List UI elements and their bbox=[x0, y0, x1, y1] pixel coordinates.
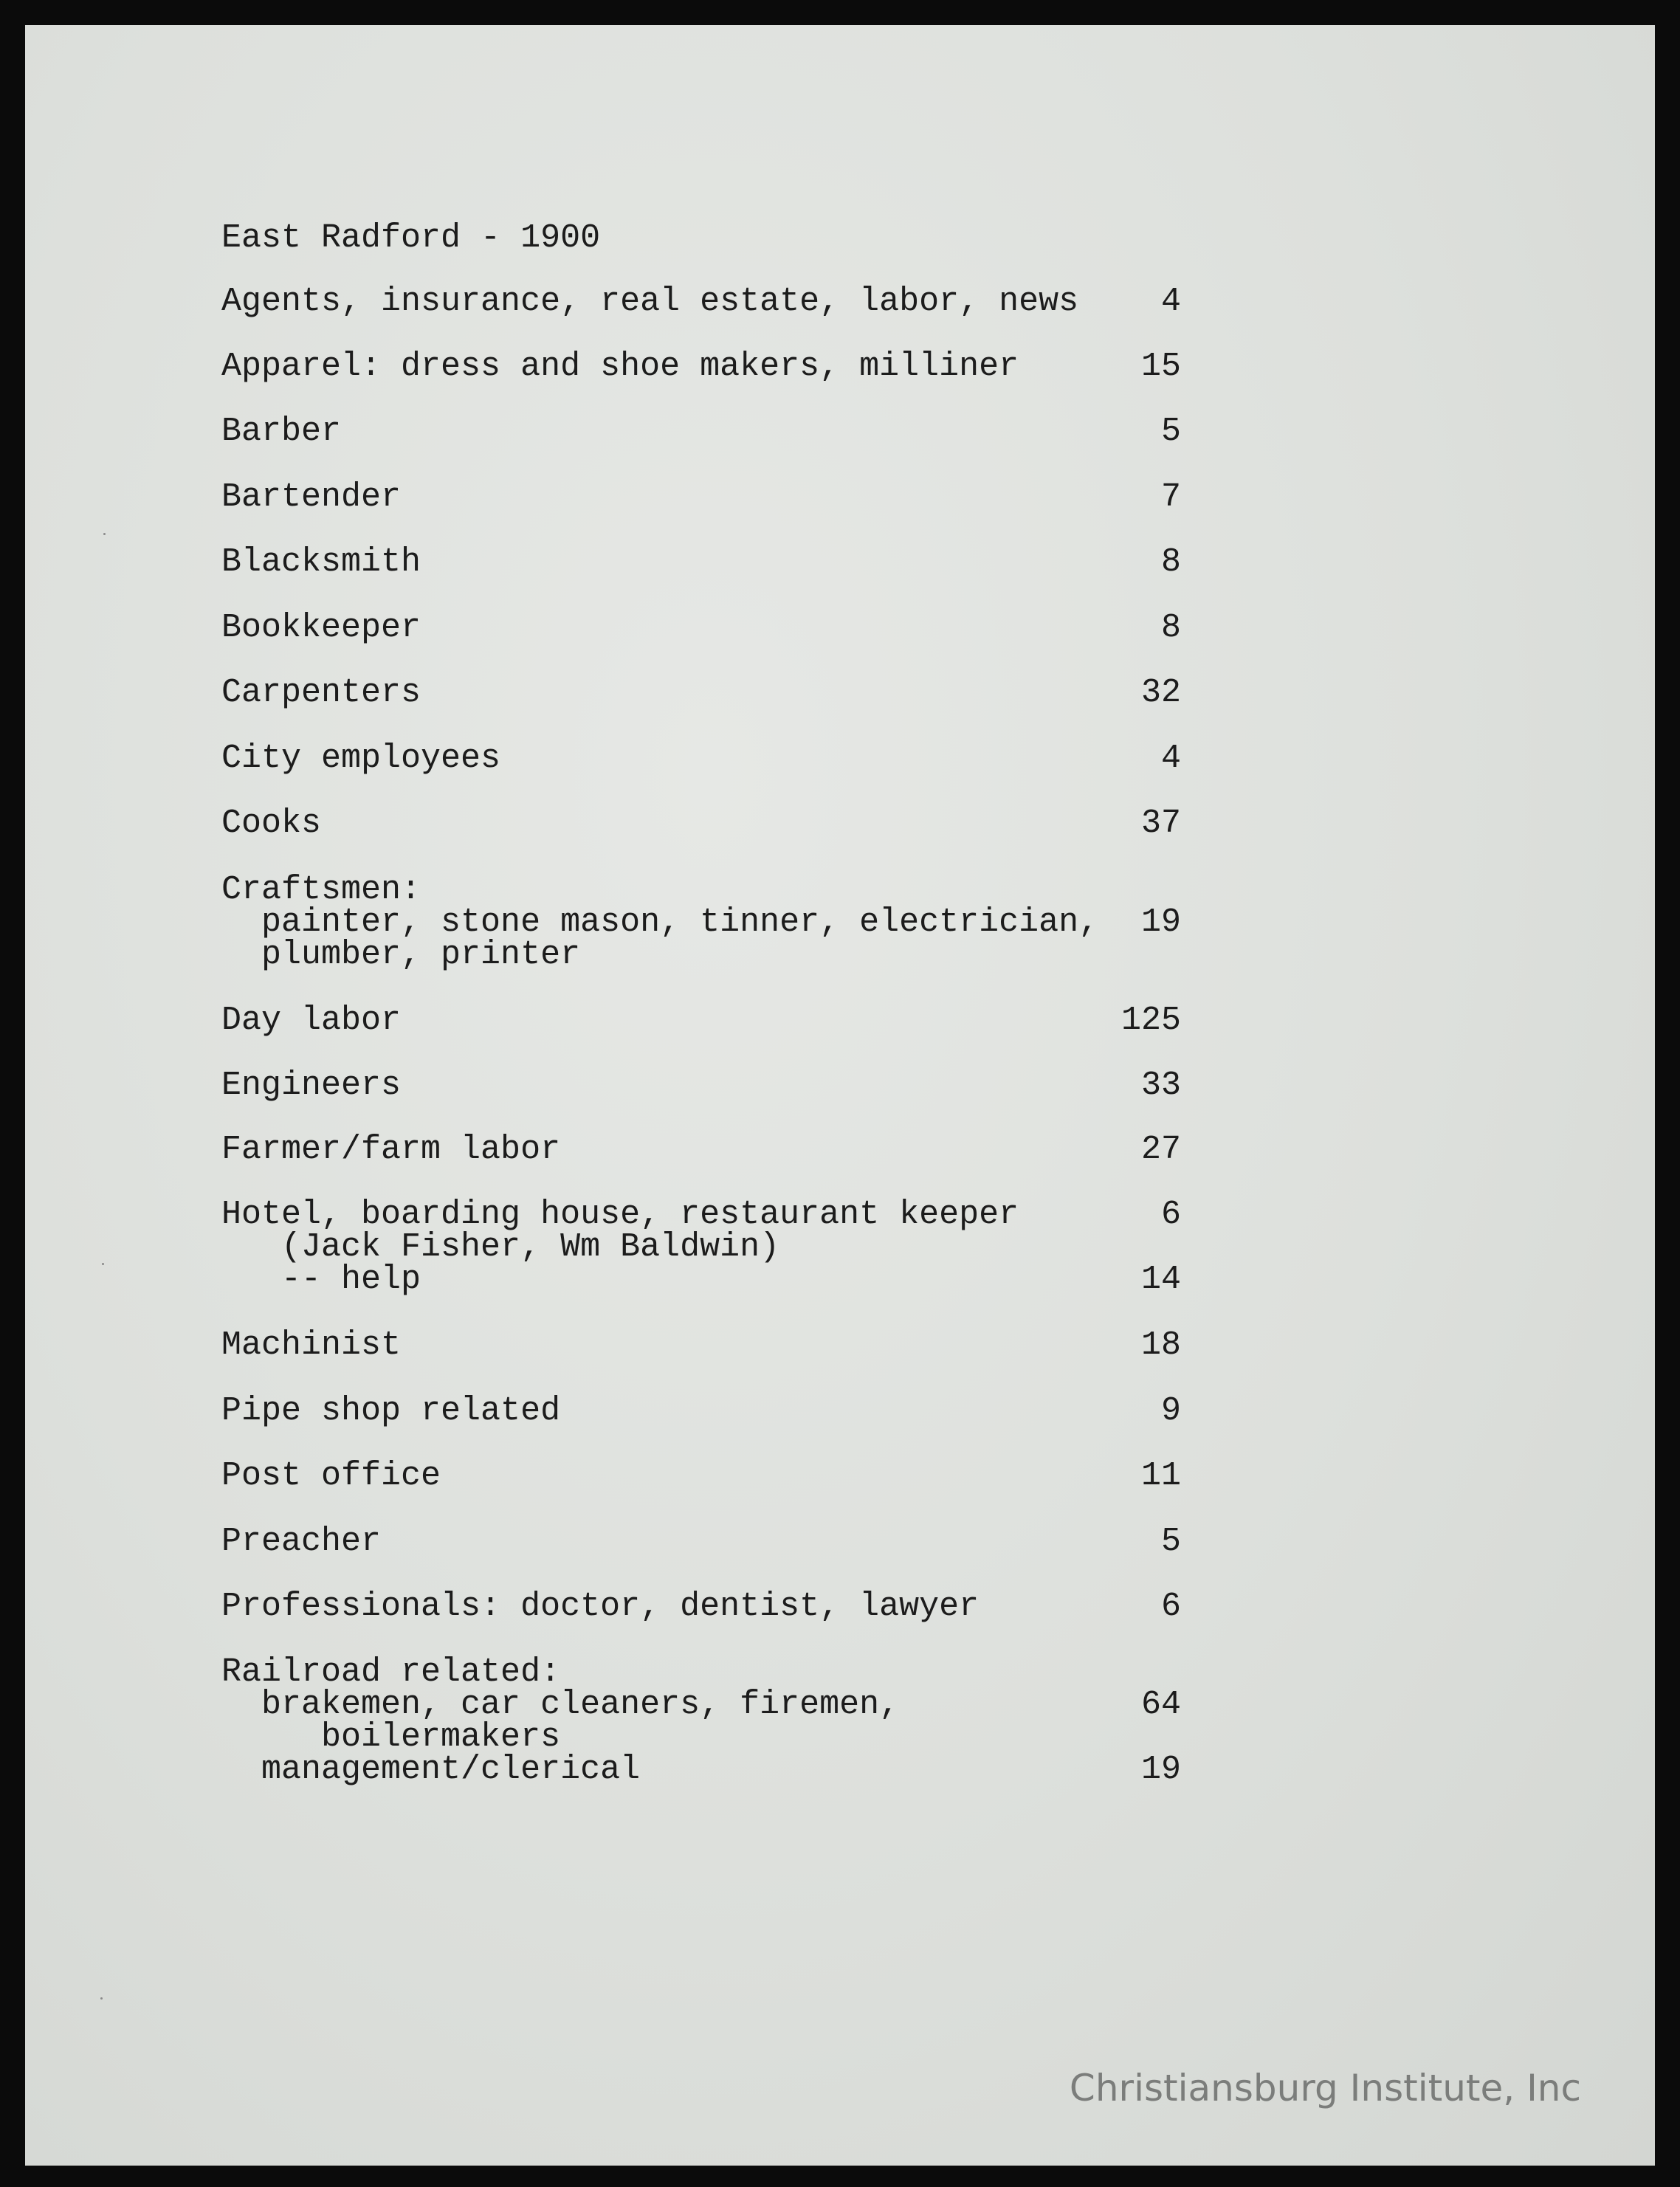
occupation-count: 5 bbox=[1160, 1523, 1181, 1560]
occupation-label: Railroad related: bbox=[221, 1653, 561, 1691]
occupation-count: 5 bbox=[1160, 413, 1181, 450]
occupation-count: 6 bbox=[1160, 1196, 1181, 1233]
list-item bbox=[221, 1002, 1181, 1039]
occupation-label: Craftsmen: bbox=[221, 871, 421, 909]
occupation-count: 19 bbox=[1140, 903, 1181, 941]
list-item bbox=[221, 674, 1181, 712]
occupation-count: 19 bbox=[1140, 1751, 1181, 1788]
occupation-count: 15 bbox=[1140, 348, 1181, 385]
list-item bbox=[221, 283, 1181, 320]
list-item bbox=[221, 413, 1181, 450]
list-item bbox=[221, 348, 1181, 385]
occupation-count: 8 bbox=[1160, 609, 1181, 647]
list-item bbox=[221, 1392, 1181, 1430]
occupation-label: Agents, insurance, real estate, labor, news bbox=[221, 283, 1079, 320]
list-item bbox=[221, 1523, 1181, 1560]
occupation-count: 6 bbox=[1160, 1588, 1181, 1625]
occupation-count: 14 bbox=[1140, 1261, 1181, 1298]
list-item bbox=[221, 1067, 1181, 1104]
occupation-count: 7 bbox=[1160, 478, 1181, 516]
occupation-count: 37 bbox=[1140, 805, 1181, 842]
occupation-count: 4 bbox=[1160, 283, 1181, 320]
list-item bbox=[221, 1718, 1181, 1756]
occupation-label: plumber, printer bbox=[221, 936, 581, 974]
list-item bbox=[221, 1196, 1181, 1233]
list-item bbox=[221, 609, 1181, 647]
occupation-label: Farmer/farm labor bbox=[221, 1131, 561, 1168]
occupation-count: 18 bbox=[1140, 1326, 1181, 1364]
occupation-label: management/clerical bbox=[221, 1751, 641, 1788]
list-item bbox=[221, 936, 1181, 974]
occupation-label: painter, stone mason, tinner, electrician, bbox=[221, 903, 1099, 941]
list-item bbox=[221, 1326, 1181, 1364]
occupation-count: 8 bbox=[1160, 543, 1181, 581]
occupation-label: Preacher bbox=[221, 1523, 382, 1560]
occupation-label: Hotel, boarding house, restaurant keeper bbox=[221, 1196, 1019, 1233]
occupation-label: Post office bbox=[221, 1457, 441, 1495]
paper-speck bbox=[102, 1263, 104, 1265]
list-item bbox=[221, 478, 1181, 516]
list-item bbox=[221, 740, 1181, 777]
occupation-label: Engineers bbox=[221, 1067, 402, 1104]
occupation-count: 11 bbox=[1140, 1457, 1181, 1495]
list-item bbox=[221, 1686, 1181, 1723]
paper-speck bbox=[103, 533, 106, 535]
list-item bbox=[221, 543, 1181, 581]
occupation-label: Apparel: dress and shoe makers, milliner bbox=[221, 348, 1019, 385]
list-item bbox=[221, 1457, 1181, 1495]
list-item bbox=[221, 1261, 1181, 1298]
document-title: East Radford - 1900 bbox=[221, 219, 601, 257]
occupation-label: Professionals: doctor, dentist, lawyer bbox=[221, 1588, 980, 1625]
occupation-label: City employees bbox=[221, 740, 501, 777]
occupation-count: 125 bbox=[1120, 1002, 1181, 1039]
list-item bbox=[221, 1131, 1181, 1168]
paper-page bbox=[25, 25, 1655, 2166]
list-item bbox=[221, 903, 1181, 941]
list-item bbox=[221, 1228, 1181, 1266]
occupation-label: Day labor bbox=[221, 1002, 402, 1039]
occupation-count: 27 bbox=[1140, 1131, 1181, 1168]
occupation-label: Bookkeeper bbox=[221, 609, 421, 647]
occupation-label: Cooks bbox=[221, 805, 322, 842]
list-item bbox=[221, 871, 1181, 909]
list-item bbox=[221, 1588, 1181, 1625]
occupation-count: 64 bbox=[1140, 1686, 1181, 1723]
occupation-label: (Jack Fisher, Wm Baldwin) bbox=[221, 1228, 780, 1266]
occupation-count: 32 bbox=[1140, 674, 1181, 712]
occupation-count: 4 bbox=[1160, 740, 1181, 777]
occupation-label: boilermakers bbox=[221, 1718, 561, 1756]
occupation-label: Barber bbox=[221, 413, 342, 450]
occupation-count: 9 bbox=[1160, 1392, 1181, 1430]
typed-document bbox=[221, 25, 1181, 1788]
paper-speck bbox=[100, 1997, 103, 2000]
occupation-label: brakemen, car cleaners, firemen, bbox=[221, 1686, 900, 1723]
occupation-label: Machinist bbox=[221, 1326, 402, 1364]
watermark: Christiansburg Institute, Inc bbox=[1069, 2067, 1581, 2109]
occupation-count: 33 bbox=[1140, 1067, 1181, 1104]
occupation-label: Bartender bbox=[221, 478, 402, 516]
occupation-label: Carpenters bbox=[221, 674, 421, 712]
list-item bbox=[221, 807, 1181, 840]
occupation-label: Pipe shop related bbox=[221, 1392, 561, 1430]
list-item bbox=[221, 1653, 1181, 1691]
occupation-label: Blacksmith bbox=[221, 543, 421, 581]
list-item bbox=[221, 1751, 1181, 1788]
occupation-label: -- help bbox=[221, 1261, 421, 1298]
